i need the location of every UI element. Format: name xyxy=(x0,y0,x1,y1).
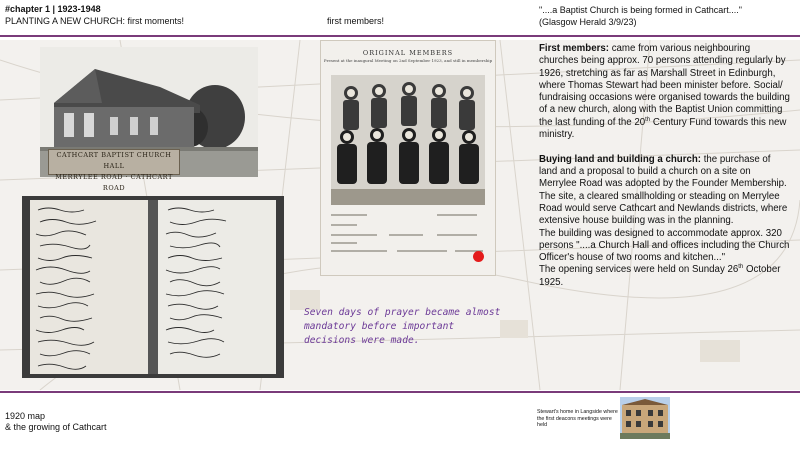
signature-pages xyxy=(22,196,284,378)
stewart-home-photo xyxy=(620,397,670,439)
first-members-body-end: Century Fund towards this new ministry. xyxy=(539,116,787,141)
buying-land-heading: Buying land and building a church: xyxy=(539,153,701,165)
house-caption: Stewart's home in Langside where the first deacons meetings were held xyxy=(537,409,618,428)
church-hall-photo xyxy=(40,47,258,192)
sign-line-1: CATHCART BAPTIST CHURCH HALL xyxy=(56,151,172,170)
opening-services-end: October 1925. xyxy=(539,264,781,288)
church-location-marker xyxy=(473,251,484,262)
map-caption xyxy=(5,411,107,433)
original-members-photo xyxy=(320,40,496,276)
first-members-sup: th xyxy=(645,116,651,123)
tenement-image xyxy=(620,397,670,439)
opening-date-sup: th xyxy=(738,264,744,271)
buying-land-body: the purchase of land and a proposal to build a church on a site on Merrylee Road was adopted by the Founder Membership. The site, a cleared smallholding or steading on Merrylee Road would serve Cathcart and Newlands districts, where extensive house building was in the planning. xyxy=(539,153,788,227)
header-quote xyxy=(539,4,789,28)
prayer-quote: Seven days of prayer became almost mandatory before important decisions were made. xyxy=(304,307,501,346)
first-members-heading: First members: xyxy=(539,43,609,54)
members-names-smudge xyxy=(327,209,489,259)
history-text-panel xyxy=(539,43,791,289)
chapter-label: #chapter 1 | 1923-1948 xyxy=(5,4,101,14)
opening-services-text: The opening services were held on Sunday 26 xyxy=(539,264,739,276)
hall-sign xyxy=(48,149,180,192)
members-caption: Present at the inaugural Meeting on 2nd September 1923, and still in membership xyxy=(323,58,493,63)
quote-source: (Glasgow Herald 3/9/23) xyxy=(539,17,637,27)
buying-land-paragraph xyxy=(539,154,791,289)
header-divider xyxy=(0,35,800,37)
section-title: PLANTING A NEW CHURCH: first moments! xyxy=(5,16,185,26)
building-capacity-text: The building was designed to accommodate approx. 320 persons "....a Church Hall and offices including the Church Officer's house of two rooms and kitchen..." xyxy=(539,227,790,264)
sign-line-2: MERRYLEE ROAD · CATHCART ROAD xyxy=(55,173,173,192)
members-title: ORIGINAL MEMBERS xyxy=(362,49,454,57)
members-name-list xyxy=(327,209,489,261)
first-members-paragraph xyxy=(539,43,791,141)
founder-signatures-book xyxy=(22,196,284,378)
section-subtitle: first members! xyxy=(327,16,385,26)
map-caption-line-1: 1920 map xyxy=(5,411,46,421)
first-members-body: came from various neighbouring churches being approx. 70 persons attending regularly by 1926, stretching as far as Marshall Street in Edinburgh, where Thomas Stewart had been minister before. Social/ fundraising occasions were organised towards the building of a new church, along with the Baptist Union committing the last funding of the 20 xyxy=(539,43,790,128)
quote-text: "....a Baptist Church is being formed in Cathcart...." xyxy=(539,5,742,15)
map-caption-line-2: & the growing of Cathcart xyxy=(5,422,107,432)
footer-divider xyxy=(0,391,800,393)
